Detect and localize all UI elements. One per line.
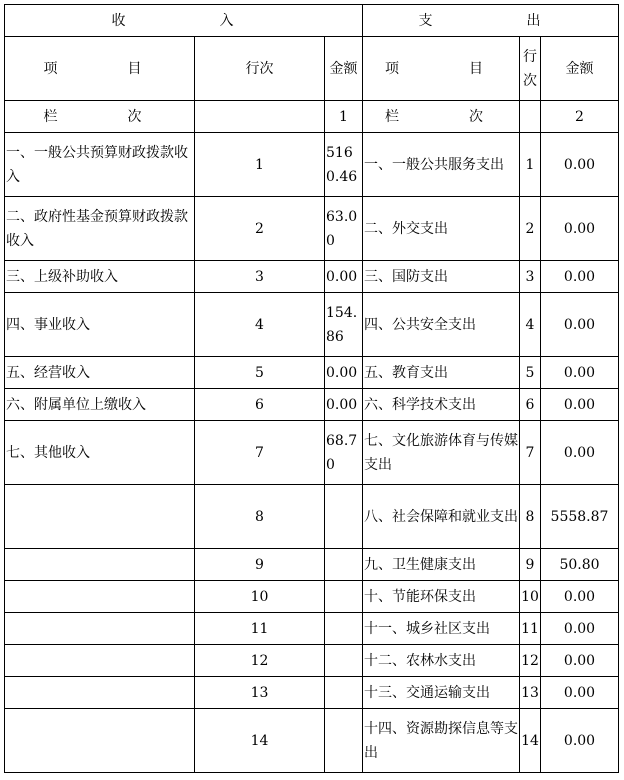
income-item bbox=[5, 485, 195, 549]
expense-line: 10 bbox=[520, 581, 541, 613]
income-amount: 68.70 bbox=[325, 421, 363, 485]
expense-line: 5 bbox=[520, 357, 541, 389]
expense-line: 11 bbox=[520, 613, 541, 645]
income-item: 五、经营收入 bbox=[5, 357, 195, 389]
table-row bbox=[5, 709, 619, 773]
income-amount: 0.00 bbox=[325, 357, 363, 389]
expense-line: 3 bbox=[520, 261, 541, 293]
expense-item: 五、教育支出 bbox=[363, 357, 520, 389]
expense-item: 十、节能环保支出 bbox=[363, 581, 520, 613]
expense-amount: 50.80 bbox=[541, 549, 619, 581]
col-header-income-line: 行次 bbox=[195, 37, 325, 101]
income-amount bbox=[325, 613, 363, 645]
expense-item: 六、科学技术支出 bbox=[363, 389, 520, 421]
col-index-blank-left bbox=[195, 101, 325, 133]
col-index-label-right: 栏 次 bbox=[363, 101, 520, 133]
expense-item: 十二、农林水支出 bbox=[363, 645, 520, 677]
col-header-expense-line: 行次 bbox=[520, 37, 541, 101]
income-line: 1 bbox=[195, 133, 325, 197]
income-amount: 63.00 bbox=[325, 197, 363, 261]
expense-item: 十一、城乡社区支出 bbox=[363, 613, 520, 645]
col-index-blank-right bbox=[520, 101, 541, 133]
table-row bbox=[5, 581, 619, 613]
expense-item: 七、文化旅游体育与传媒支出 bbox=[363, 421, 520, 485]
expense-item: 十四、资源勘探信息等支出 bbox=[363, 709, 520, 773]
expense-item: 九、卫生健康支出 bbox=[363, 549, 520, 581]
col-header-expense-amount: 金额 bbox=[541, 37, 619, 101]
income-line: 3 bbox=[195, 261, 325, 293]
expense-amount: 0.00 bbox=[541, 293, 619, 357]
income-amount: 5160.46 bbox=[325, 133, 363, 197]
income-line: 2 bbox=[195, 197, 325, 261]
income-line: 13 bbox=[195, 677, 325, 709]
income-line: 8 bbox=[195, 485, 325, 549]
income-amount bbox=[325, 549, 363, 581]
expense-line: 1 bbox=[520, 133, 541, 197]
income-amount bbox=[325, 677, 363, 709]
income-line: 5 bbox=[195, 357, 325, 389]
income-item: 一、一般公共预算财政拨款收入 bbox=[5, 133, 195, 197]
income-section-header: 收 入 bbox=[5, 5, 363, 37]
section-header-row bbox=[5, 5, 619, 37]
expense-amount: 0.00 bbox=[541, 581, 619, 613]
income-amount bbox=[325, 485, 363, 549]
expense-section-header: 支 出 bbox=[363, 5, 619, 37]
table-row bbox=[5, 293, 619, 357]
income-line: 6 bbox=[195, 389, 325, 421]
income-item: 六、附属单位上缴收入 bbox=[5, 389, 195, 421]
table-row bbox=[5, 613, 619, 645]
expense-amount: 0.00 bbox=[541, 421, 619, 485]
expense-amount: 5558.87 bbox=[541, 485, 619, 549]
expense-amount: 0.00 bbox=[541, 133, 619, 197]
col-index-num-right: 2 bbox=[541, 101, 619, 133]
expense-item: 八、社会保障和就业支出 bbox=[363, 485, 520, 549]
expense-item: 十三、交通运输支出 bbox=[363, 677, 520, 709]
expense-amount: 0.00 bbox=[541, 677, 619, 709]
table-row bbox=[5, 261, 619, 293]
expense-amount: 0.00 bbox=[541, 709, 619, 773]
income-amount: 0.00 bbox=[325, 261, 363, 293]
column-index-row bbox=[5, 101, 619, 133]
income-item: 四、事业收入 bbox=[5, 293, 195, 357]
table-row bbox=[5, 677, 619, 709]
col-index-label-left: 栏 次 bbox=[5, 101, 195, 133]
expense-amount: 0.00 bbox=[541, 613, 619, 645]
income-item bbox=[5, 581, 195, 613]
column-header-row bbox=[5, 37, 619, 101]
expense-item: 四、公共安全支出 bbox=[363, 293, 520, 357]
income-amount bbox=[325, 645, 363, 677]
table-row bbox=[5, 645, 619, 677]
table-row bbox=[5, 421, 619, 485]
expense-item: 一、一般公共服务支出 bbox=[363, 133, 520, 197]
income-line: 9 bbox=[195, 549, 325, 581]
expense-amount: 0.00 bbox=[541, 357, 619, 389]
income-line: 7 bbox=[195, 421, 325, 485]
col-header-income-amount: 金额 bbox=[325, 37, 363, 101]
expense-line: 6 bbox=[520, 389, 541, 421]
expense-line: 4 bbox=[520, 293, 541, 357]
expense-line: 13 bbox=[520, 677, 541, 709]
expense-item: 三、国防支出 bbox=[363, 261, 520, 293]
income-item bbox=[5, 645, 195, 677]
expense-line: 8 bbox=[520, 485, 541, 549]
expense-amount: 0.00 bbox=[541, 261, 619, 293]
expense-amount: 0.00 bbox=[541, 389, 619, 421]
income-item bbox=[5, 709, 195, 773]
table-row bbox=[5, 357, 619, 389]
col-index-num-left: 1 bbox=[325, 101, 363, 133]
table-row bbox=[5, 389, 619, 421]
income-amount: 0.00 bbox=[325, 389, 363, 421]
income-line: 11 bbox=[195, 613, 325, 645]
income-line: 12 bbox=[195, 645, 325, 677]
income-amount bbox=[325, 581, 363, 613]
col-header-income-item: 项 目 bbox=[5, 37, 195, 101]
budget-table bbox=[4, 4, 619, 773]
expense-line: 7 bbox=[520, 421, 541, 485]
income-line: 10 bbox=[195, 581, 325, 613]
income-item: 三、上级补助收入 bbox=[5, 261, 195, 293]
income-amount: 154.86 bbox=[325, 293, 363, 357]
income-line: 4 bbox=[195, 293, 325, 357]
income-item bbox=[5, 549, 195, 581]
income-amount bbox=[325, 709, 363, 773]
expense-amount: 0.00 bbox=[541, 645, 619, 677]
expense-item: 二、外交支出 bbox=[363, 197, 520, 261]
table-row bbox=[5, 485, 619, 549]
expense-amount: 0.00 bbox=[541, 197, 619, 261]
table-row bbox=[5, 133, 619, 197]
table-row bbox=[5, 549, 619, 581]
income-item bbox=[5, 677, 195, 709]
expense-line: 9 bbox=[520, 549, 541, 581]
income-item: 二、政府性基金预算财政拨款收入 bbox=[5, 197, 195, 261]
income-item: 七、其他收入 bbox=[5, 421, 195, 485]
income-line: 14 bbox=[195, 709, 325, 773]
income-item bbox=[5, 613, 195, 645]
col-header-expense-item: 项 目 bbox=[363, 37, 520, 101]
expense-line: 12 bbox=[520, 645, 541, 677]
expense-line: 14 bbox=[520, 709, 541, 773]
expense-line: 2 bbox=[520, 197, 541, 261]
table-row bbox=[5, 197, 619, 261]
